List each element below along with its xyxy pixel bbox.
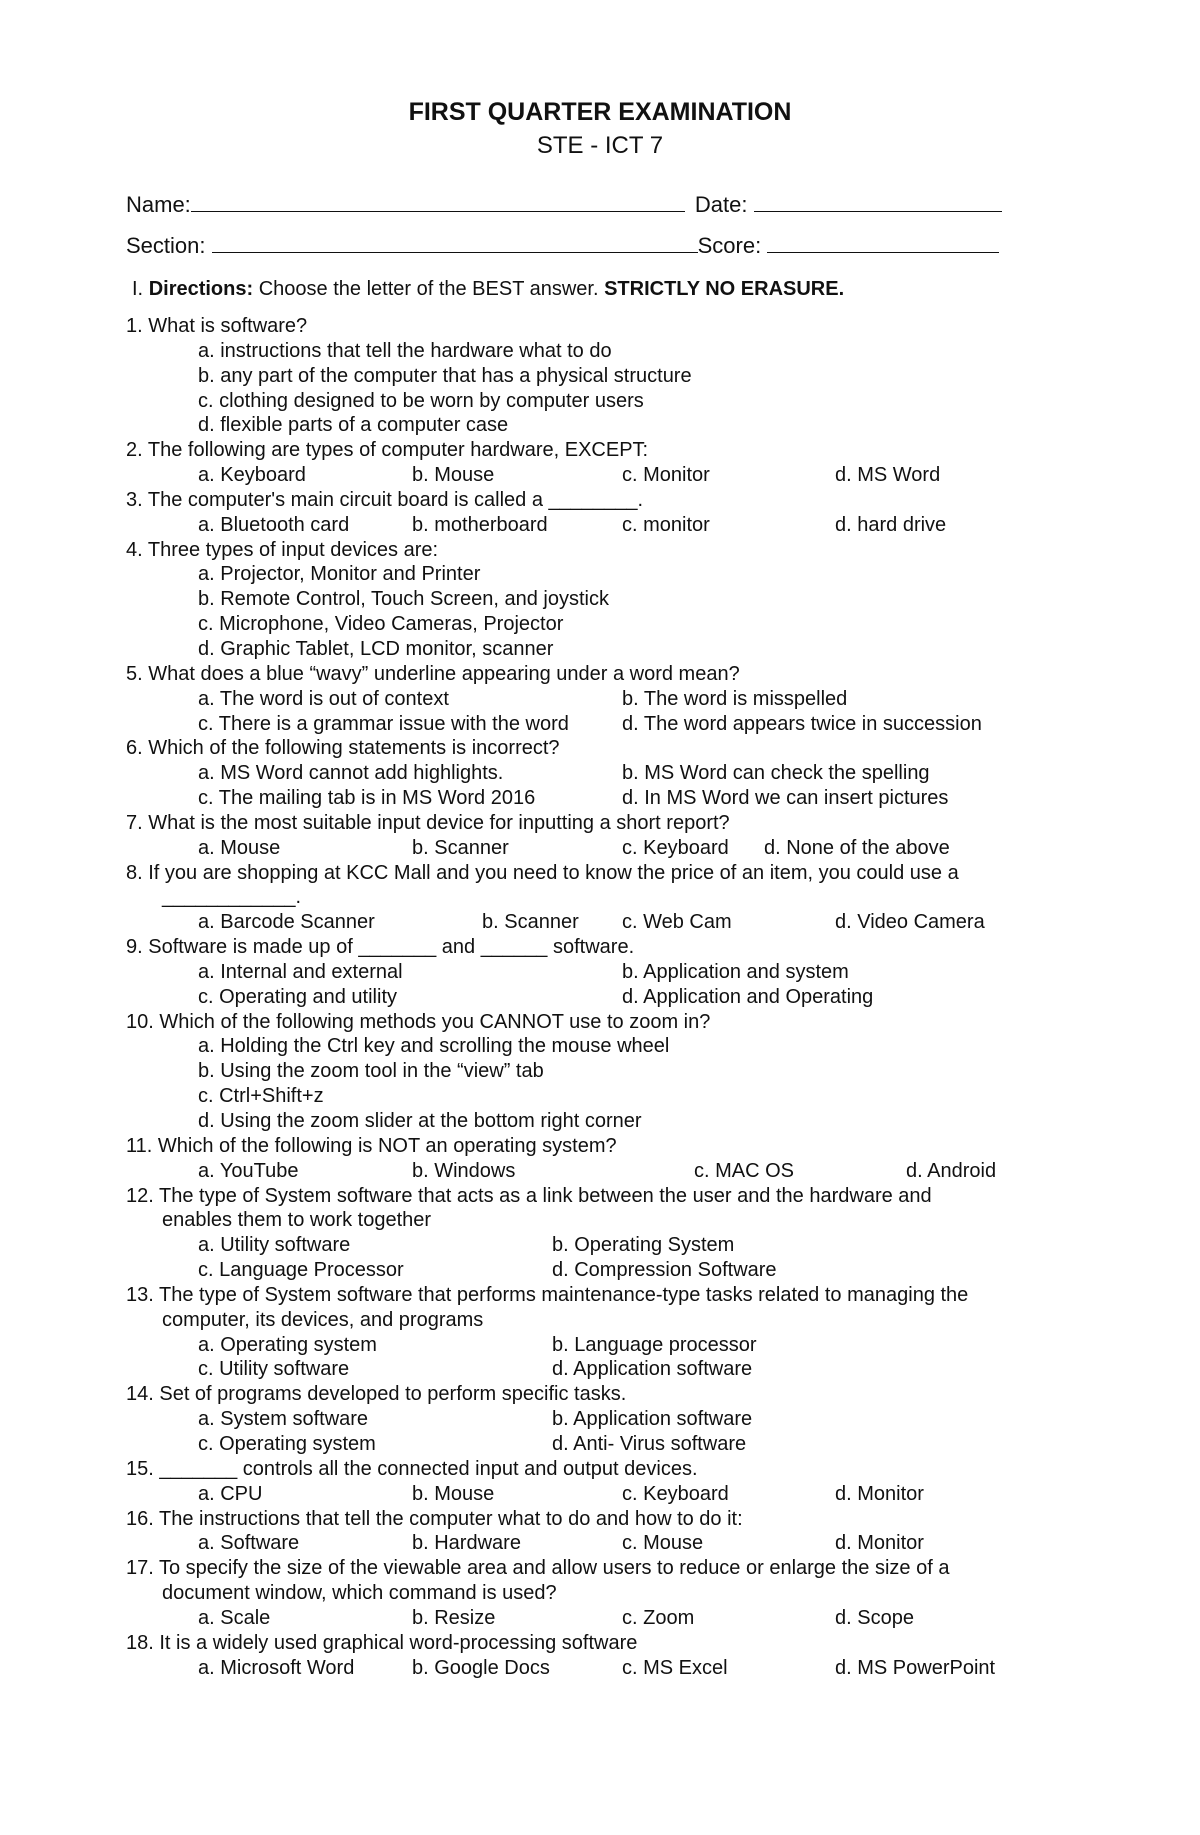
answer-option: d. Scope	[835, 1606, 914, 1629]
directions	[132, 276, 844, 302]
answer-option: b. Application and system	[622, 960, 849, 983]
answer-option: a. Internal and external	[198, 960, 403, 983]
question-text: 11. Which of the following is NOT an operating system?	[126, 1134, 617, 1157]
answer-option: a. instructions that tell the hardware what to do	[198, 339, 612, 362]
score-label: Score:	[697, 233, 762, 258]
answer-row	[0, 1059, 1200, 1084]
answer-option: d. Monitor	[835, 1532, 924, 1555]
answer-row	[0, 1531, 1200, 1556]
answer-row	[0, 910, 1200, 935]
directions-emphasis: STRICTLY NO ERASURE.	[604, 278, 845, 300]
answer-row	[0, 1357, 1200, 1382]
question-text: 3. The computer's main circuit board is called a ________.	[126, 488, 644, 511]
answer-option: a. Operating system	[198, 1333, 377, 1356]
answer-row	[0, 562, 1200, 587]
answer-row	[0, 1034, 1200, 1059]
question-text: 15. _______ controls all the connected input and output devices.	[126, 1457, 698, 1480]
answer-option: d. Using the zoom slider at the bottom right corner	[198, 1110, 642, 1132]
answer-option: c. Web Cam	[622, 911, 732, 934]
answer-option: c. Keyboard	[622, 1482, 729, 1505]
answer-option: a. Bluetooth card	[198, 513, 350, 536]
question-text: 4. Three types of input devices are:	[126, 538, 439, 561]
answer-row	[0, 712, 1200, 737]
answer-option: a. Microsoft Word	[198, 1656, 355, 1679]
page-subtitle: STE - ICT 7	[536, 132, 664, 159]
answer-row	[0, 364, 1200, 389]
answer-option: b. Mouse	[412, 1482, 495, 1505]
answer-option: a. Barcode Scanner	[198, 911, 375, 934]
question-text: 2. The following are types of computer hardware, EXCEPT:	[126, 439, 649, 462]
answer-option: b. Application software	[552, 1408, 753, 1431]
answer-option: d. Compression Software	[552, 1259, 777, 1282]
answer-row	[0, 985, 1200, 1010]
answer-option: c. Monitor	[622, 464, 710, 487]
answer-option: a. CPU	[198, 1482, 263, 1505]
answer-row	[0, 786, 1200, 811]
answer-option: c. Operating system	[198, 1432, 376, 1455]
answer-option: c. There is a grammar issue with the word	[198, 712, 569, 735]
answer-option: b. MS Word can check the spelling	[622, 762, 930, 785]
directions-number: I.	[132, 278, 144, 300]
question-text: 18. It is a widely used graphical word-processing software	[126, 1631, 638, 1654]
answer-row	[0, 413, 1200, 438]
answer-option: c. Microphone, Video Cameras, Projector	[198, 613, 564, 636]
question-text: 9. Software is made up of _______ and ______ software.	[126, 936, 635, 959]
answer-option: a. Keyboard	[198, 464, 306, 487]
answer-option: c. Utility software	[198, 1358, 350, 1381]
answer-option: c. The mailing tab is in MS Word 2016	[198, 787, 536, 810]
answer-row	[0, 339, 1200, 364]
answer-option: b. Language processor	[552, 1333, 757, 1356]
answer-row	[0, 463, 1200, 488]
answer-row	[0, 1407, 1200, 1432]
answer-option: d. Monitor	[835, 1482, 924, 1505]
answer-option: b. Mouse	[412, 464, 495, 487]
answer-row	[0, 1482, 1200, 1507]
answer-option: a. Software	[198, 1532, 300, 1555]
question-text-continued: ____________.	[162, 886, 302, 909]
answer-option: d. None of the above	[764, 836, 950, 859]
answer-option: a. YouTube	[198, 1159, 299, 1182]
answer-option: c. MAC OS	[694, 1159, 795, 1182]
question-text: 14. Set of programs developed to perform specific tasks.	[126, 1383, 627, 1406]
answer-option: d. flexible parts of a computer case	[198, 414, 509, 437]
score-blank	[767, 234, 999, 253]
answer-option: b. Using the zoom tool in the “view” tab	[198, 1060, 544, 1083]
answer-option: c. Keyboard	[622, 836, 729, 859]
name-blank	[191, 193, 685, 212]
answer-option: c. Language Processor	[198, 1259, 404, 1282]
answer-option: a. The word is out of context	[198, 687, 449, 710]
date-label: Date:	[694, 192, 748, 217]
answer-row	[0, 1109, 1200, 1134]
answer-option: c. Operating and utility	[198, 985, 397, 1008]
question-text: 12. The type of System software that acts as a link between the user and the hardware and	[126, 1184, 932, 1207]
answer-option: b. Remote Control, Touch Screen, and joystick	[198, 588, 609, 611]
answer-option: c. clothing designed to be worn by computer users	[198, 389, 644, 412]
answer-option: b. Scanner	[412, 836, 509, 859]
answer-option: a. Mouse	[198, 836, 281, 859]
answer-option: b. Operating System	[552, 1234, 735, 1257]
answer-row	[0, 513, 1200, 538]
page-title: FIRST QUARTER EXAMINATION	[408, 98, 792, 126]
answer-option: c. Ctrl+Shift+z	[198, 1085, 324, 1108]
question-text: 7. What is the most suitable input device for inputting a short report?	[126, 811, 730, 834]
answer-row	[0, 1333, 1200, 1358]
date-blank	[754, 193, 1002, 212]
answer-option: c. Zoom	[622, 1606, 695, 1629]
answer-option: b. The word is misspelled	[622, 687, 848, 710]
answer-row	[0, 960, 1200, 985]
answer-row	[0, 1656, 1200, 1681]
answer-option: a. System software	[198, 1408, 369, 1431]
answer-option: a. Holding the Ctrl key and scrolling the mouse wheel	[198, 1035, 670, 1058]
question-list	[0, 314, 1200, 1680]
name-date-line	[126, 192, 1002, 218]
answer-option: c. MS Excel	[622, 1656, 728, 1679]
question-text: 5. What does a blue “wavy” underline appearing under a word mean?	[126, 662, 740, 685]
answer-option: b. motherboard	[412, 513, 548, 536]
answer-option: d. Application and Operating	[622, 985, 874, 1008]
answer-option: d. Anti- Virus software	[552, 1432, 747, 1455]
answer-option: b. any part of the computer that has a physical structure	[198, 364, 692, 387]
section-blank	[212, 234, 698, 253]
answer-option: a. Projector, Monitor and Printer	[198, 563, 481, 586]
answer-option: c. monitor	[622, 513, 710, 536]
name-label: Name:	[126, 192, 191, 217]
question-text: 16. The instructions that tell the computer what to do and how to do it:	[126, 1507, 743, 1530]
answer-option: d. MS Word	[835, 464, 941, 487]
answer-option: d. The word appears twice in succession	[622, 712, 982, 735]
answer-row	[0, 687, 1200, 712]
answer-option: d. Android	[906, 1159, 997, 1182]
answer-row	[0, 637, 1200, 662]
answer-option: a. MS Word cannot add highlights.	[198, 762, 504, 785]
answer-option: d. Application software	[552, 1358, 753, 1381]
answer-option: b. Windows	[412, 1159, 516, 1182]
answer-option: b. Scanner	[482, 911, 579, 934]
question-text-continued: computer, its devices, and programs	[162, 1308, 484, 1331]
answer-option: a. Scale	[198, 1606, 271, 1629]
question-text-continued: enables them to work together	[162, 1209, 432, 1232]
answer-row	[0, 761, 1200, 786]
answer-option: b. Resize	[412, 1606, 496, 1629]
answer-row	[0, 612, 1200, 637]
answer-option: d. MS PowerPoint	[835, 1656, 996, 1679]
answer-row	[0, 1233, 1200, 1258]
answer-option: c. Mouse	[622, 1532, 704, 1555]
question-text: 10. Which of the following methods you CANNOT use to zoom in?	[126, 1010, 711, 1033]
section-label: Section:	[126, 233, 206, 258]
question-text-continued: document window, which command is used?	[162, 1582, 557, 1605]
answer-row	[0, 1432, 1200, 1457]
answer-row	[0, 1159, 1200, 1184]
question-text: 13. The type of System software that performs maintenance-type tasks related to managing the	[126, 1283, 969, 1306]
answer-row	[0, 836, 1200, 861]
answer-row	[0, 389, 1200, 414]
question-text: 6. Which of the following statements is incorrect?	[126, 737, 560, 760]
question-text: 8. If you are shopping at KCC Mall and you need to know the price of an item, you could use a	[126, 861, 959, 884]
answer-option: d. In MS Word we can insert pictures	[622, 787, 949, 810]
answer-row	[0, 587, 1200, 612]
answer-option: b. Hardware	[412, 1532, 521, 1555]
question-text: 17. To specify the size of the viewable area and allow users to reduce or enlarge the size of a	[126, 1557, 950, 1580]
answer-row	[0, 1258, 1200, 1283]
section-score-line	[126, 233, 999, 259]
answer-row	[0, 1084, 1200, 1109]
answer-option: b. Google Docs	[412, 1656, 550, 1679]
answer-option: d. hard drive	[835, 513, 947, 536]
answer-option: d. Video Camera	[835, 911, 985, 934]
question-text: 1. What is software?	[126, 315, 308, 337]
directions-label: Directions:	[148, 278, 254, 300]
answer-option: a. Utility software	[198, 1234, 351, 1257]
answer-option: d. Graphic Tablet, LCD monitor, scanner	[198, 637, 554, 660]
answer-row	[0, 1606, 1200, 1631]
directions-text: Choose the letter of the BEST answer.	[253, 278, 605, 300]
